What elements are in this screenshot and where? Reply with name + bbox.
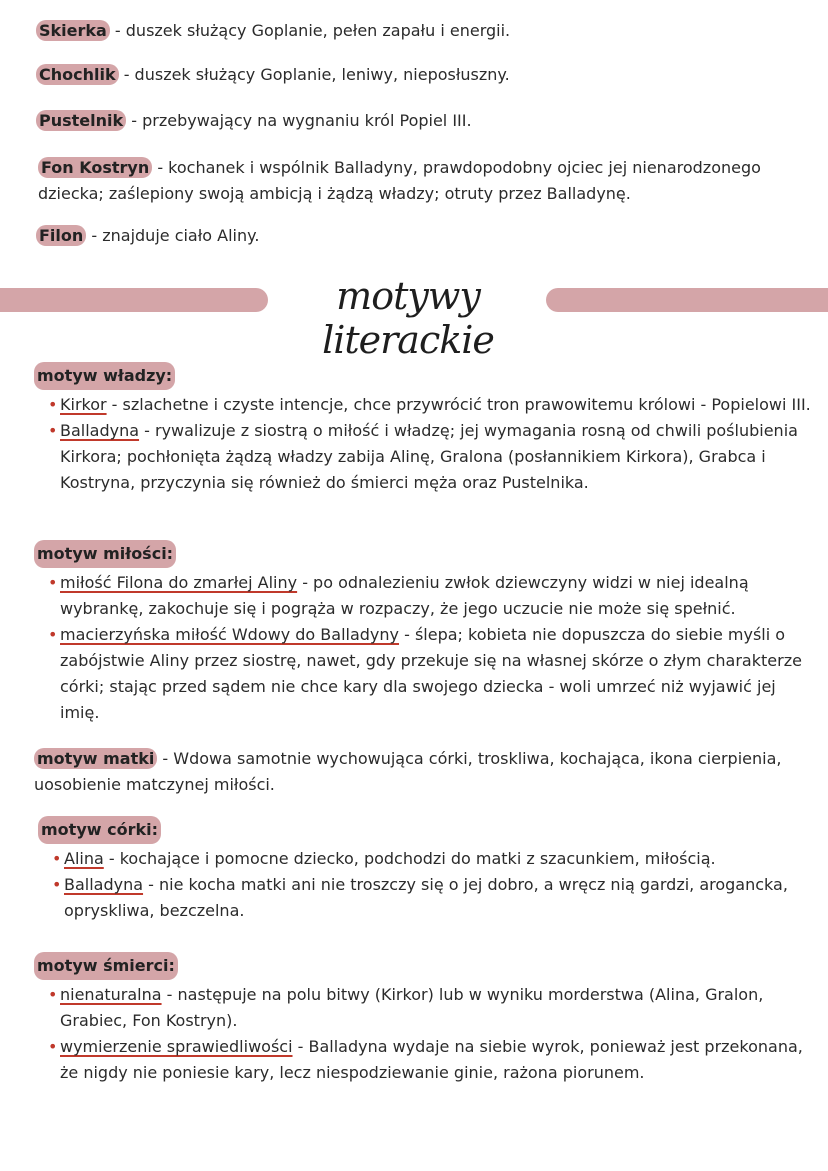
character-name: Skierka bbox=[36, 20, 110, 41]
character-fon-kostryn bbox=[38, 155, 808, 207]
motif-love bbox=[34, 540, 814, 726]
motif-text: - nie kocha matki ani nie troszczy się o jej dobro, a wręcz nią gardzi, arogancka, opryskliwa, bezczelna. bbox=[64, 875, 788, 920]
motif-list bbox=[34, 982, 814, 1086]
list-item bbox=[34, 418, 814, 496]
motif-term: Balladyna bbox=[60, 421, 140, 440]
list-item bbox=[34, 570, 814, 622]
motif-text: - kochające i pomocne dziecko, podchodzi do matki z szacunkiem, miłością. bbox=[103, 849, 716, 868]
motif-term: Balladyna bbox=[64, 875, 144, 894]
character-name: Chochlik bbox=[36, 64, 119, 85]
motif-term: miłość Filona do zmarłej Aliny bbox=[60, 573, 298, 592]
character-name: Pustelnik bbox=[36, 110, 126, 131]
motif-heading: motyw śmierci: bbox=[34, 952, 178, 980]
motif-power bbox=[34, 362, 814, 496]
motif-term: nienaturalna bbox=[60, 985, 162, 1004]
motif-heading: motyw miłości: bbox=[34, 540, 176, 568]
banner-bar-right bbox=[546, 288, 828, 312]
motif-heading: motyw matki bbox=[34, 748, 157, 769]
motif-list bbox=[34, 392, 814, 496]
list-item bbox=[38, 846, 818, 872]
character-name: Filon bbox=[36, 225, 86, 246]
motif-text: - po odnalezieniu zwłok dziewczyny widzi w niej idealną wybrankę, zakochuje się i pogrąża w rozpaczy, że jego uczucie nie może się spełnić. bbox=[60, 573, 749, 618]
list-item bbox=[34, 392, 814, 418]
motif-term: Kirkor bbox=[60, 395, 107, 414]
section-banner bbox=[0, 272, 828, 362]
character-desc: - znajduje ciało Aliny. bbox=[86, 226, 260, 245]
motif-term: wymierzenie sprawiedliwości bbox=[60, 1037, 293, 1056]
character-desc: - duszek służący Goplanie, leniwy, nieposłuszny. bbox=[118, 65, 510, 84]
banner-bar-left bbox=[0, 288, 268, 312]
motif-text: - ślepa; kobieta nie dopuszcza do siebie myśli o zabójstwie Aliny przez siostrę, nawet, gdy przekuje się na własnej skórze o złym charakterze córki; stając przed sądem nie chce kary dla swojego dziecka - woli umrzeć niż wyjawić jej imię. bbox=[60, 625, 802, 722]
motif-text: - rywalizuje z siostrą o miłość i władzę; jej wymagania rosną od chwili poślubienia Kirkora; pochłonięta żądzą władzy zabija Alinę, Gralona (posłannikiem Kirkora), Grabca i Kostryna, przyczynia się również do śmierci męża oraz Pustelnika. bbox=[60, 421, 798, 492]
list-item bbox=[34, 622, 814, 726]
list-item bbox=[34, 982, 814, 1034]
character-desc: - kochanek i wspólnik Balladyny, prawdopodobny ojciec jej nienarodzonego dziecka; zaślepiony swoją ambicją i żądzą władzy; otruty przez Balladynę. bbox=[38, 158, 761, 203]
character-desc: - przebywający na wygnaniu król Popiel III. bbox=[126, 111, 472, 130]
motif-text: - szlachetne i czyste intencje, chce przywrócić tron prawowitemu królowi - Popielowi III. bbox=[106, 395, 811, 414]
banner-title: motywy literackie bbox=[322, 274, 494, 362]
motif-heading: motyw córki: bbox=[38, 816, 161, 844]
list-item bbox=[34, 1034, 814, 1086]
motif-list bbox=[38, 846, 818, 924]
motif-heading: motyw władzy: bbox=[34, 362, 175, 390]
character-desc: - duszek służący Goplanie, pełen zapału i energii. bbox=[109, 21, 511, 40]
list-item bbox=[38, 872, 818, 924]
motif-text: - Balladyna wydaje na siebie wyrok, ponieważ jest przekonana, że nigdy nie poniesie kary, lecz niespodziewanie ginie, rażona piorunem. bbox=[60, 1037, 803, 1082]
character-name: Fon Kostryn bbox=[38, 157, 152, 178]
motif-text: - Wdowa samotnie wychowująca córki, troskliwa, kochająca, ikona cierpienia, uosobienie matczynej miłości. bbox=[34, 749, 782, 794]
character-skierka bbox=[36, 18, 806, 44]
motif-daughter bbox=[38, 816, 818, 924]
motif-list bbox=[34, 570, 814, 726]
motif-death bbox=[34, 952, 814, 1086]
character-pustelnik bbox=[36, 108, 806, 134]
character-filon bbox=[36, 223, 806, 249]
motif-term: Alina bbox=[64, 849, 104, 868]
motif-text: - następuje na polu bitwy (Kirkor) lub w wyniku morderstwa (Alina, Gralon, Grabiec, Fon Kostryn). bbox=[60, 985, 764, 1030]
motif-mother bbox=[34, 746, 814, 798]
character-chochlik bbox=[36, 62, 806, 88]
motif-term: macierzyńska miłość Wdowy do Balladyny bbox=[60, 625, 400, 644]
